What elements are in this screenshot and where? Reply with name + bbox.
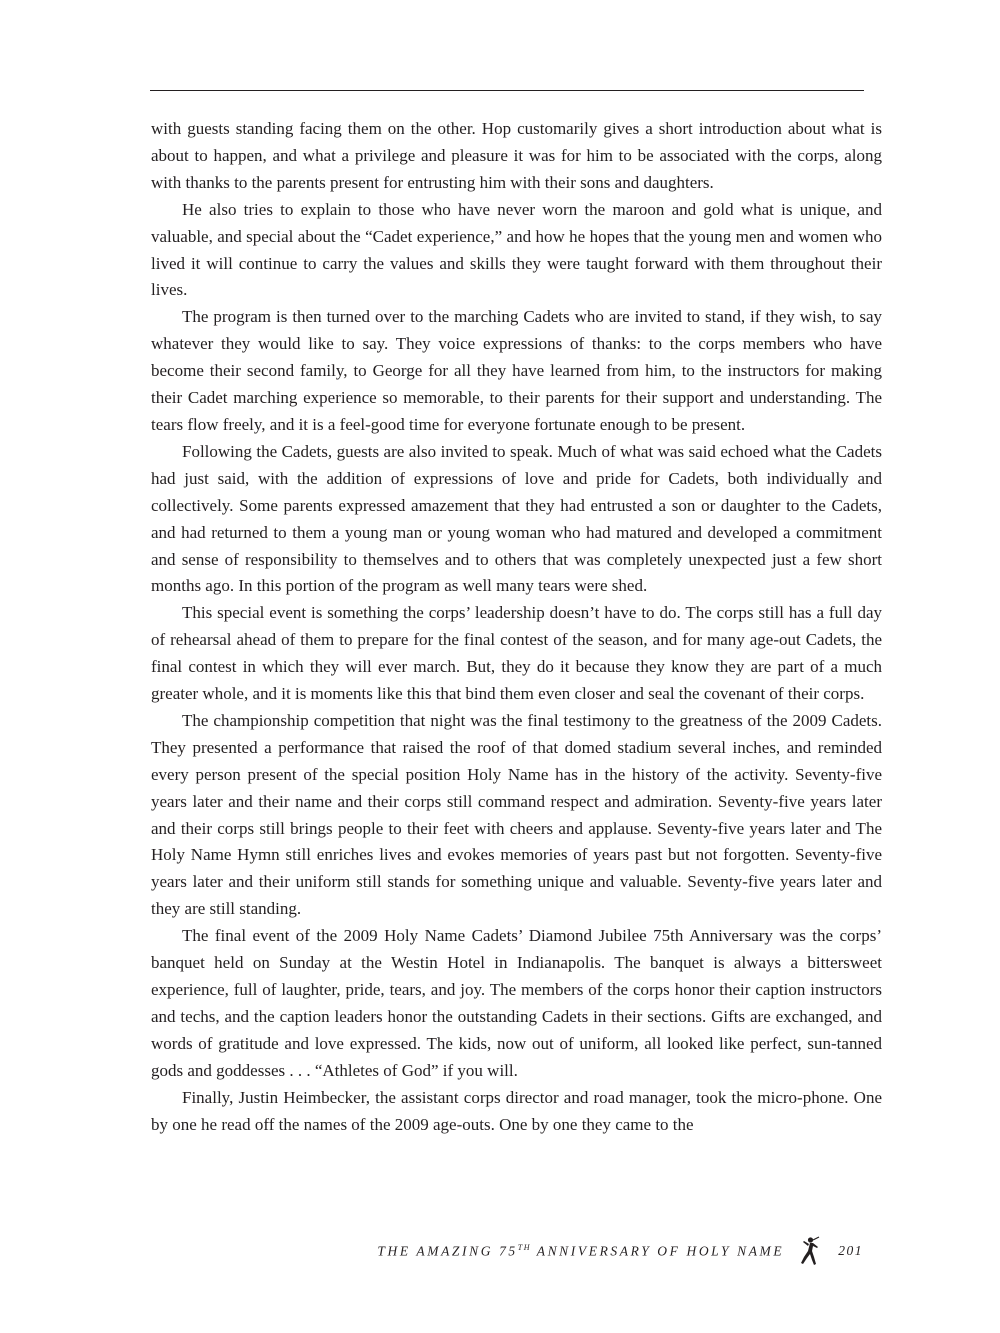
paragraph: with guests standing facing them on the other. Hop customarily gives a short introduction about what is about to happen, and what a privilege and pleasure it was for him to be associated with the corps, along with thanks to the parents present for entrusting him with their sons and daughters. — [151, 119, 882, 192]
paragraph: This special event is something the corps’ leadership doesn’t have to do. The corps still has a full day of rehearsal ahead of them to prepare for the final contest of the season, and for many age-out Cadets, the final contest in which they will ever march. But, they do it because they know they are part of a much greater whole, and it is moments like this that bind them even closer and seal the covenant of their corps. — [151, 603, 882, 704]
paragraph: The championship competition that night was the final testimony to the greatness of the 2009 Cadets. They presented a performance that raised the roof of that domed stadium several inches, and reminded every person present of the special position Holy Name has in the history of the activity. Seventy-five years later and their name and their corps still command respect and admiration. Seventy-five years later and their corps still brings people to their feet with cheers and applause. Seventy-five years later and The Holy Name Hymn still enriches lives and evokes memories of years past but not forgotten. Seventy-five years later and their uniform still stands for something unique and valuable. Seventy-five years later and they are still standing. — [151, 710, 882, 919]
running-title-rest: ANNIVERSARY OF HOLY NAME — [531, 1243, 785, 1259]
paragraph: He also tries to explain to those who have never worn the maroon and gold what is unique, and valuable, and special about the “Cadet experience,” and how he hopes that the young men and women who lived it will continue to carry the values and skills they were taught forward with them throughout their lives. — [151, 199, 882, 300]
running-title — [377, 1243, 784, 1260]
paragraph: The program is then turned over to the marching Cadets who are invited to stand, if they wish, to say whatever they would like to say. They voice expressions of thanks: to the corps members who have become their second family, to George for all they have learned from him, to the instructors for making their Cadet marching experience so memorable, to their parents for their support and understanding. The tears flow freely, and it is a feel-good time for everyone fortunate enough to be present. — [151, 307, 882, 434]
running-title-main: THE AMAZING 75 — [377, 1243, 518, 1259]
paragraph: Following the Cadets, guests are also invited to speak. Much of what was said echoed what the Cadets had just said, with the addition of expressions of love and pride for Cadets, both individually and collectively. Some parents expressed amazement that they had entrusted a son or daughter to the Cadets, and had returned to them a young man or young woman who had matured and developed a commitment and sense of responsibility to themselves and to others that was completely unexpected just a few short months ago. In this portion of the program as well many tears were shed. — [151, 441, 882, 596]
header-rule — [150, 90, 864, 91]
paragraph: Finally, Justin Heimbecker, the assistant corps director and road manager, took the micro-phone. One by one he read off the names of the 2009 age-outs. One by one they came to the — [151, 1087, 882, 1134]
body-text — [151, 116, 882, 1138]
marching-figure-icon — [798, 1236, 820, 1266]
page-number: 201 — [838, 1243, 863, 1258]
running-title-superscript: TH — [517, 1242, 531, 1252]
page-footer — [300, 1236, 863, 1266]
paragraph: The final event of the 2009 Holy Name Cadets’ Diamond Jubilee 75th Anniversary was the corps’ banquet held on Sunday at the Westin Hotel in Indianapolis. The banquet is always a bittersweet experience, full of laughter, pride, tears, and joy. The members of the corps honor their caption instructors and techs, and the caption leaders honor the outstanding Cadets in their sections. Gifts are exchanged, and words of gratitude and love expressed. The kids, now out of uniform, all looked like perfect, sun-tanned gods and goddesses . . . “Athletes of God” if you will. — [151, 926, 882, 1080]
